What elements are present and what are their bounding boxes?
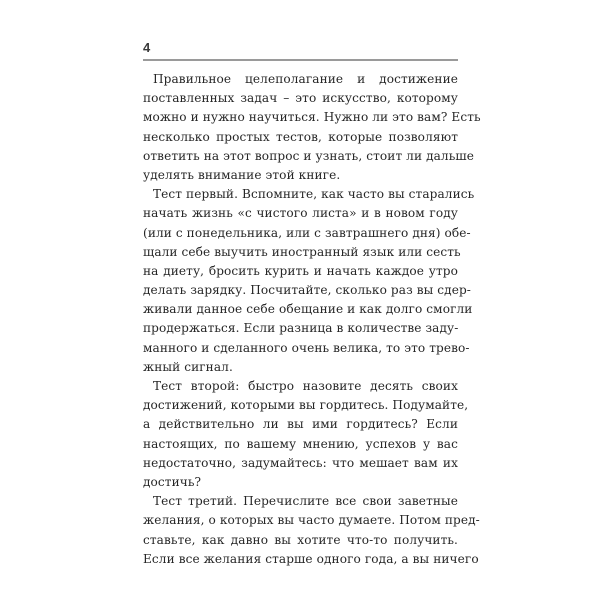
- text-line: (или с понедельника, или с завтрашнего дня) обе-: [143, 225, 471, 240]
- text-line: продержаться. Если разница в количестве заду-: [143, 321, 459, 336]
- text-line: Если все желания старше одного года, а вы ничего: [143, 551, 479, 566]
- text-line: недостаточно, задумайтесь: что мешает вам их: [143, 455, 458, 470]
- text-line: ставьте, как давно вы хотите что-то получить.: [143, 532, 458, 547]
- text-line: Тест третий. Перечислите все свои заветные: [153, 494, 458, 509]
- text-line: Тест второй: быстро назовите десять своих: [153, 379, 458, 393]
- body-text: [143, 70, 481, 569]
- text-line: можно и нужно научиться. Нужно ли это вам? Есть: [143, 110, 481, 125]
- text-line: на диету, бросить курить и начать каждое утро: [143, 263, 458, 278]
- text-line: настоящих, по вашему мнению, успехов у вас: [143, 436, 458, 451]
- text-line: достичь?: [143, 474, 202, 489]
- text-line: поставленных задач – это искусство, которому: [143, 91, 458, 106]
- text-line: живали данное себе обещание и как долго смогли: [143, 302, 473, 317]
- page-number: 4: [143, 40, 151, 55]
- text-line: достижений, которыми вы гордитесь. Подумайте,: [143, 398, 469, 413]
- text-line: щали себе выучить иностранный язык или сесть: [143, 244, 461, 259]
- text-line: ответить на этот вопрос и узнать, стоит ли дальше: [143, 148, 474, 163]
- text-line: Тест первый. Вспомните, как часто вы старались: [153, 187, 475, 202]
- header-rule: [143, 59, 458, 61]
- text-line: желания, о которых вы часто думаете. Потом пред-: [143, 513, 480, 528]
- text-line: манного и сделанного очень велика, то это трево-: [143, 340, 470, 355]
- text-line: Правильное целеполагание и достижение: [153, 72, 458, 86]
- text-line: несколько простых тестов, которые позволяют: [143, 129, 458, 144]
- text-line: а действительно ли вы ими гордитесь? Если: [143, 417, 458, 432]
- text-line: делать зарядку. Посчитайте, сколько раз вы сдер-: [143, 283, 471, 298]
- text-line: уделять внимание этой книге.: [143, 167, 341, 182]
- text-line: начать жизнь «с чистого листа» и в новом году: [143, 206, 458, 221]
- text-line: жный сигнал.: [143, 359, 233, 374]
